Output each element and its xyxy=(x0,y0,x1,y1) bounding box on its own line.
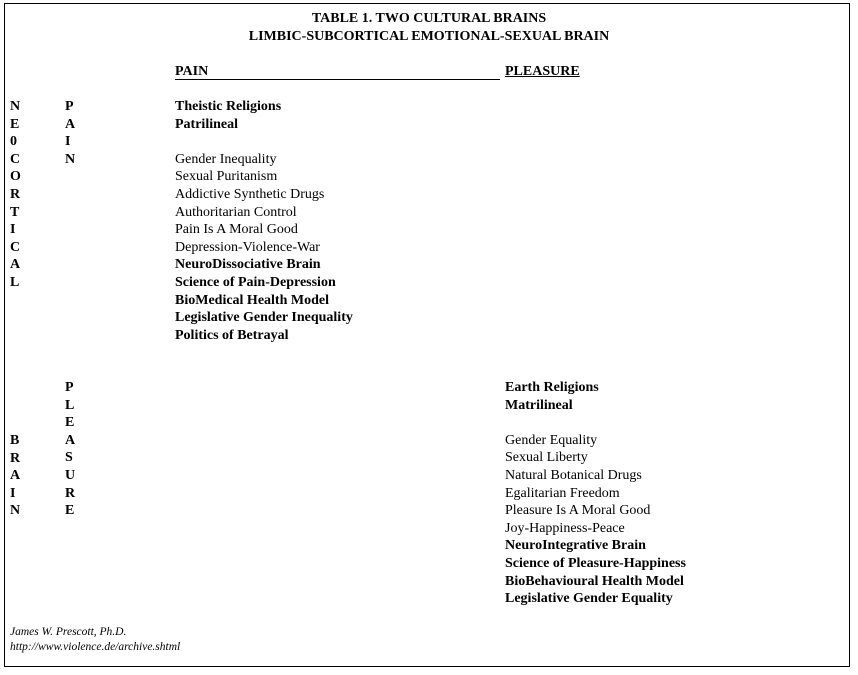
pleasure_vert-letter: U xyxy=(65,467,76,483)
table-subtitle: LIMBIC-SUBCORTICAL EMOTIONAL-SEXUAL BRAIN xyxy=(248,29,610,44)
list-item: Legislative Gender Equality xyxy=(505,591,673,607)
list-item: Pain Is A Moral Good xyxy=(175,222,298,238)
pleasure_vert-letter: L xyxy=(65,397,75,413)
neocortical-letter: L xyxy=(10,274,20,290)
list-item: Matrilineal xyxy=(505,397,573,413)
list-item: Theistic Religions xyxy=(175,99,282,114)
list-item xyxy=(175,133,353,151)
pain_vert-letter: I xyxy=(65,134,71,150)
neocortical-vertical-label xyxy=(10,98,21,292)
list-item: Sexual Liberty xyxy=(505,450,588,466)
list-item: BioBehavioural Health Model xyxy=(505,573,684,589)
list-item: Pleasure Is A Moral Good xyxy=(505,503,651,519)
list-item: Sexual Puritanism xyxy=(175,169,278,185)
list-item: Patrilineal xyxy=(175,116,238,132)
pleasure_vert-letter: R xyxy=(65,485,76,501)
brain-vertical-label xyxy=(10,432,20,520)
list-item: Science of Pleasure-Happiness xyxy=(505,555,686,571)
pleasure_vert-letter: A xyxy=(65,432,76,448)
list-item: Egalitarian Freedom xyxy=(505,485,620,501)
table-title: TABLE 1. TWO CULTURAL BRAINS xyxy=(311,11,547,26)
neocortical-letter: R xyxy=(10,186,21,202)
list-item: NeuroIntegrative Brain xyxy=(505,538,646,554)
brain_vert-letter: R xyxy=(10,450,21,466)
author-credit: James W. Prescott, Ph.D. xyxy=(10,626,127,638)
brain_vert-letter: B xyxy=(10,433,20,448)
pleasure-vertical-label xyxy=(65,379,75,520)
list-item: Authoritarian Control xyxy=(175,204,297,220)
list-item: Natural Botanical Drugs xyxy=(505,467,642,483)
list-item: BioMedical Health Model xyxy=(175,292,329,308)
brain_vert-letter: N xyxy=(10,503,21,519)
list-item: Earth Religions xyxy=(505,380,599,395)
neocortical-letter: O xyxy=(10,169,21,185)
brain_vert-letter: I xyxy=(10,485,16,501)
pleasure-list xyxy=(505,379,686,608)
pleasure_vert-letter: E xyxy=(65,503,75,519)
list-item xyxy=(505,414,686,432)
neocortical-letter: 0 xyxy=(10,134,17,150)
list-item: Politics of Betrayal xyxy=(175,327,289,343)
pain-header: PAIN xyxy=(175,64,209,79)
source-url: http://www.violence.de/archive.shtml xyxy=(10,641,181,653)
pleasure-header: PLEASURE xyxy=(505,64,580,79)
pleasure_vert-letter: S xyxy=(65,450,73,466)
list-item: Science of Pain-Depression xyxy=(175,274,336,290)
pain-header-underline xyxy=(175,79,500,80)
pain-vertical-label xyxy=(65,98,75,168)
list-item: Depression-Violence-War xyxy=(175,239,320,255)
pain_vert-letter: A xyxy=(65,116,76,132)
pain_vert-letter: N xyxy=(65,151,76,167)
list-item: Gender Equality xyxy=(505,432,598,448)
table-frame xyxy=(4,3,850,667)
list-item: Legislative Gender Inequality xyxy=(175,310,353,326)
list-item: NeuroDissociative Brain xyxy=(175,257,321,273)
neocortical-letter: C xyxy=(10,239,21,255)
brain_vert-letter: A xyxy=(10,468,21,484)
list-item: Gender Inequality xyxy=(175,151,277,167)
neocortical-letter: N xyxy=(10,99,21,114)
list-item: Addictive Synthetic Drugs xyxy=(175,186,325,202)
pleasure_vert-letter: E xyxy=(65,415,75,431)
neocortical-letter: I xyxy=(10,222,16,238)
pleasure_vert-letter: P xyxy=(65,380,74,395)
neocortical-letter: C xyxy=(10,151,21,167)
pain_vert-letter: P xyxy=(65,99,74,114)
neocortical-letter: A xyxy=(10,257,21,273)
neocortical-letter: T xyxy=(10,204,20,220)
list-item: Joy-Happiness-Peace xyxy=(505,520,625,536)
pain-list xyxy=(175,98,353,344)
neocortical-letter: E xyxy=(10,116,20,132)
